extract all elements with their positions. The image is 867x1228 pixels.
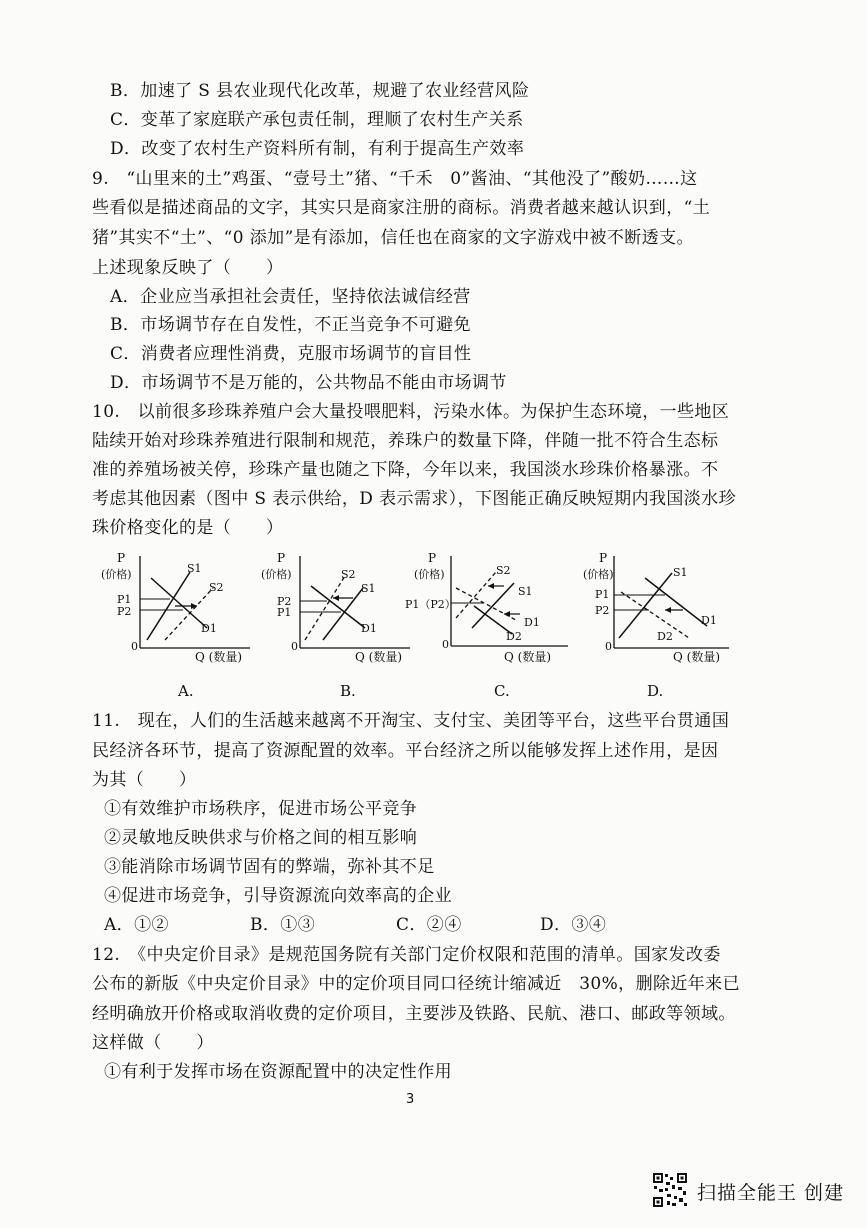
d1-label: D1: [201, 622, 217, 635]
s1-label: S1: [673, 566, 688, 579]
x-axis-label: Q (数量): [504, 650, 552, 664]
graph-b: [255, 548, 415, 674]
scanner-watermark: [652, 1170, 852, 1210]
q11-option-a: A．①②: [104, 915, 169, 935]
graph-a-label: A.: [178, 682, 194, 700]
d2-label: D2: [657, 630, 673, 643]
q10-stem-line: 准的养殖场被关停，珍珠产量也随之下降，今年以来，我国淡水珍珠价格暴涨。不: [92, 460, 719, 480]
x-axis-label: Q (数量): [355, 650, 403, 664]
watermark-text: 扫描全能王 创建: [697, 1182, 845, 1204]
y-axis-label: P: [277, 551, 286, 565]
origin-label: 0: [442, 638, 449, 651]
y-axis-sublabel: (价格): [583, 568, 614, 581]
q9-option-b: B．市场调节存在自发性，不正当竞争不可避免: [110, 315, 471, 335]
page-number: 3: [406, 1092, 415, 1107]
graph-d: [577, 548, 737, 674]
origin-label: 0: [131, 640, 138, 653]
q11-statement-1: ①有效维护市场秩序，促进市场公平竞争: [104, 799, 418, 819]
q8-option-b: B．加速了 S 县农业现代化改革，规避了农业经营风险: [110, 81, 530, 101]
q9-option-a: A．企业应当承担社会责任，坚持依法诚信经营: [110, 287, 471, 307]
s2-label: S2: [341, 568, 356, 581]
q10-stem-line: 10. 以前很多珍珠养殖户会大量投喂肥料，污染水体。为保护生态环境，一些地区: [92, 402, 730, 422]
origin-label: 0: [291, 640, 298, 653]
p2-label: P2: [117, 605, 132, 618]
qr-code-icon: [652, 1172, 688, 1208]
d1-label: D1: [701, 614, 717, 627]
s2-label: S2: [496, 564, 511, 577]
q10-stem-line: 珠价格变化的是（ ）: [92, 518, 284, 538]
q9-option-d: D．市场调节不是万能的，公共物品不能由市场调节: [110, 373, 507, 393]
p2-label: P2: [595, 604, 610, 617]
q11-stem-line: 11. 现在，人们的生活越来越离不开淘宝、支付宝、美团等平台，这些平台贯通国: [92, 711, 730, 731]
q12-stem-line: 经明确放开价格或取消收费的定价项目，主要涉及铁路、民航、港口、邮政等领域。: [92, 1004, 736, 1024]
q8-option-d: D．改变了农村生产资料所有制，有利于提高生产效率: [110, 139, 525, 159]
d1-label: D1: [524, 616, 540, 629]
p1-label: P1: [277, 606, 292, 619]
q9-stem-line: 上述现象反映了（ ）: [92, 258, 284, 278]
q9-stem-line: 些看似是描述商品的文字，其实只是商家注册的商标。消费者越来越认识到，“土: [92, 198, 711, 218]
y-axis-sublabel: (价格): [414, 568, 445, 581]
x-axis-label: Q (数量): [195, 650, 243, 664]
q11-statement-4: ④促进市场竞争，引导资源流向效率高的企业: [104, 886, 452, 906]
q10-stem-line: 考虑其他因素（图中 S 表示供给，D 表示需求），下图能正确反映短期内我国淡水珍: [92, 489, 736, 509]
p1-label: P1: [595, 588, 610, 601]
q11-statement-2: ②灵敏地反映供求与价格之间的相互影响: [104, 828, 418, 848]
y-axis-sublabel: (价格): [261, 568, 292, 581]
q11-option-d: D．③④: [540, 915, 607, 935]
y-axis-label: P: [428, 551, 437, 565]
p2-label: P2: [277, 595, 292, 608]
q12-statement-1: ①有利于发挥市场在资源配置中的决定性作用: [104, 1062, 452, 1082]
q12-stem-line: 公布的新版《中央定价目录》中的定价项目同口径统计缩减近 30%，删除近年来已: [92, 974, 740, 994]
q11-statement-3: ③能消除市场调节固有的弊端，弥补其不足: [104, 857, 435, 877]
origin-label: 0: [605, 640, 612, 653]
graph-c: [400, 548, 575, 674]
graph-d-label: D.: [647, 682, 664, 700]
y-axis-label: P: [117, 551, 126, 565]
q9-option-c: C．消费者应理性消费，克服市场调节的盲目性: [110, 344, 472, 364]
p-label: P1（P2）: [405, 598, 456, 611]
s1-label: S1: [361, 582, 376, 595]
s2-label: S2: [209, 581, 224, 594]
q11-option-c: C．②④: [396, 915, 462, 935]
q9-stem-line: 9. “山里来的土”鸡蛋、“壹号土”猪、“千禾 0”酱油、“其他没了”酸奶……这: [92, 169, 698, 189]
q11-stem-line: 为其（ ）: [92, 770, 197, 790]
d2-label: D2: [506, 630, 522, 643]
x-axis-label: Q (数量): [673, 650, 721, 664]
q12-stem-line: 12. 《中央定价目录》是规范国务院有关部门定价权限和范围的清单。国家发改委: [92, 945, 721, 965]
y-axis-label: P: [599, 551, 608, 565]
graph-a: [95, 548, 255, 674]
q12-stem-line: 这样做（ ）: [92, 1033, 214, 1053]
s1-label: S1: [187, 562, 202, 575]
d1-label: D1: [361, 622, 377, 635]
q8-option-c: C．变革了家庭联产承包责任制，理顺了农村生产关系: [110, 110, 524, 130]
y-axis-sublabel: (价格): [101, 568, 132, 581]
q9-stem-line: 猪”其实不“土”、“0 添加”是有添加，信任也在商家的文字游戏中被不断透支。: [92, 228, 694, 248]
graph-b-label: B.: [340, 682, 356, 700]
graph-c-label: C.: [494, 682, 510, 700]
q11-stem-line: 民经济各环节，提高了资源配置的效率。平台经济之所以能够发挥上述作用，是因: [92, 741, 719, 761]
s1-label: S1: [518, 585, 533, 598]
q10-stem-line: 陆续开始对珍珠养殖进行限制和规范，养珠户的数量下降，伴随一批不符合生态标: [92, 431, 719, 451]
p1-label: P1: [117, 593, 132, 606]
q11-option-b: B．①③: [250, 915, 316, 935]
